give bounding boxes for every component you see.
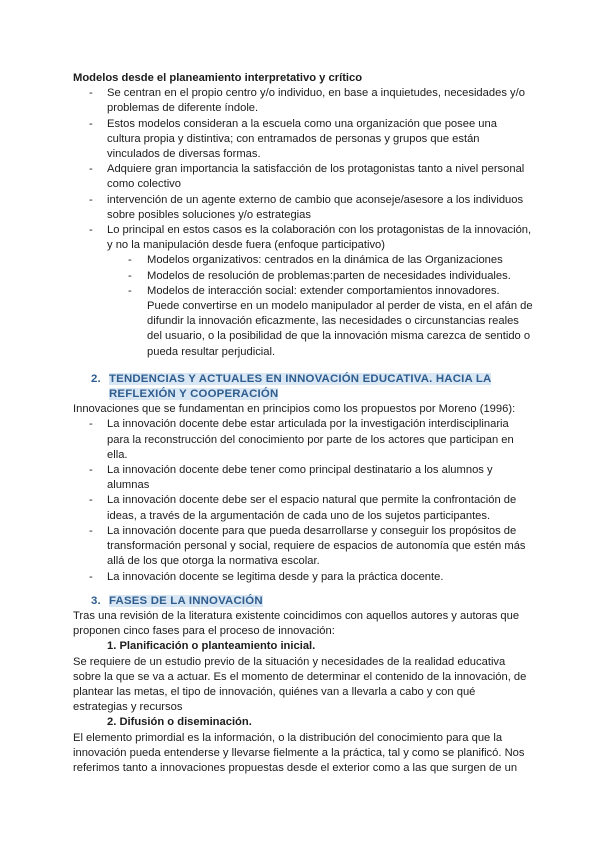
section1-list [73, 86, 533, 360]
sub-list-item: - Modelos de interacción social: extender comportamientos innovadores. Puede convertirse en un modelo manipulador al perder de vista, en el afán de difundir la innovación eficazmente, las necesidades o circunstancias reales del usuario, o la posibilidad de que la innovación misma carezca de sentido o pueda resultar perjudicial. [147, 284, 533, 360]
section2-number: 2. [91, 372, 101, 385]
section1-sublist [107, 253, 533, 359]
phase2-title: 2. Difusión o diseminación. [107, 716, 252, 729]
list-item: - La innovación docente se legitima desde y para la práctica docente. [107, 570, 533, 585]
list-item: - La innovación docente debe estar articulada por la investigación interdisciplinaria para la reconstrucción del conocimiento por parte de los actores que participan en ella. [107, 417, 533, 463]
section2-intro: Innovaciones que se fundamentan en principios como los propuestos por Moreno (1996): [73, 403, 516, 416]
sub-list-item: - Modelos organizativos: centrados en la dinámica de las Organizaciones [147, 253, 533, 268]
list-item: - La innovación docente para que pueda desarrollarse y conseguir los propósitos de transformación personal y social, requiere de espacios de autonomía que estén más allá de los que otorga la normativa escolar. [107, 524, 533, 570]
phase2-text: El elemento primordial es la información, o la distribución del conocimiento para que la innovación pueda entenderse y llevarse fielmente a la práctica, tal y como se planificó. Nos referimos tanto a innovaciones propuestas desde el exterior como a las que surgen de un [73, 731, 525, 774]
section1-heading: Modelos desde el planeamiento interpretativo y crítico [73, 72, 363, 84]
section3-title: FASES DE LA INNOVACIÓN [109, 594, 263, 607]
section3-heading [91, 594, 533, 609]
section3-intro: Tras una revisión de la literatura existente coincidimos con aquellos autores y autoras que proponen cinco fases para el proceso de innovación: [73, 609, 520, 638]
sub-list-item: - Modelos de resolución de problemas:parten de necesidades individuales. [147, 269, 533, 284]
section2-title: TENDENCIAS Y ACTUALES EN INNOVACIÓN EDUCATIVA. HACIA LA REFLEXIÓN Y COOPERACIÓN [109, 372, 492, 401]
phase1-text: Se requiere de un estudio previo de la situación y necesidades de la realidad educativa sobre la que se va a actuar. Es el momento de determinar el contenido de la innovación, de plantear las metas, el tipo de innovación, quiénes van a llevarla a cabo y con qué estrategias y recursos [73, 655, 527, 714]
section2-list [73, 417, 533, 584]
list-item: - intervención de un agente externo de cambio que aconseje/asesore a los individuos sobre posibles soluciones y/o estrategias [107, 193, 533, 223]
section2-heading [91, 372, 533, 402]
section3-number: 3. [91, 594, 101, 607]
list-item: - Estos modelos consideran a la escuela como una organización que posee una cultura propia y distintiva; con entramados de personas y grupos que están vinculados de diversas formas. [107, 117, 533, 163]
list-item: - Adquiere gran importancia la satisfacción de los protagonistas tanto a nivel personal como colectivo [107, 162, 533, 192]
list-item: - Se centran en el propio centro y/o individuo, en base a inquietudes, necesidades y/o problemas de diferente índole. [107, 86, 533, 116]
phase1-title: 1. Planificación o planteamiento inicial. [107, 640, 316, 653]
list-item-text: Lo principal en estos casos es la colaboración con los protagonistas de la innovación, y no la manipulación desde fuera (enfoque participativo) [107, 224, 532, 252]
list-item: - La innovación docente debe ser el espacio natural que permite la confrontación de ideas, a través de la argumentación de cada uno de los sujetos participantes. [107, 493, 533, 523]
list-item: - La innovación docente debe tener como principal destinatario a los alumnos y alumnas [107, 463, 533, 493]
document-page [73, 71, 533, 776]
list-item [107, 223, 533, 360]
